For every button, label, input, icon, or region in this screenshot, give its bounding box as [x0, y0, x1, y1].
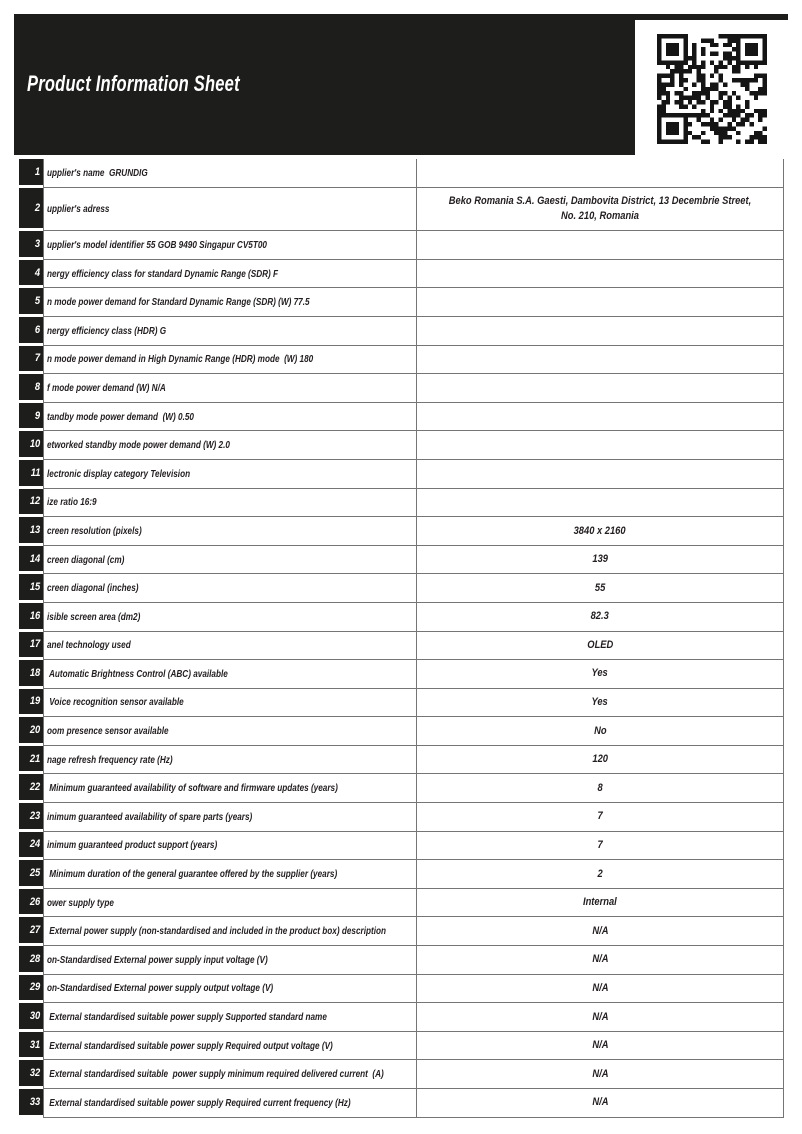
row-label-text: f mode power demand (W) N/A	[47, 381, 166, 394]
row-value-text: 2	[597, 867, 603, 880]
row-number	[19, 1032, 43, 1061]
table-row	[19, 489, 784, 518]
row-number	[19, 946, 43, 975]
row-value	[417, 188, 784, 232]
row-label-text: nergy efficiency class for standard Dynamic Range (SDR) F	[47, 267, 279, 280]
row-value	[417, 159, 784, 188]
row-label-text: External power supply (non-standardised and included in the product box) description	[47, 925, 387, 938]
row-label	[43, 746, 417, 775]
row-number-text: 5	[34, 295, 40, 308]
row-number-text: 22	[29, 781, 40, 794]
row-label-text: upplier's adress	[47, 202, 110, 215]
row-value	[417, 689, 784, 718]
row-number	[19, 288, 43, 317]
row-value-text: N/A	[591, 1039, 609, 1052]
row-number	[19, 832, 43, 861]
row-value-text: 82.3	[590, 610, 610, 623]
row-label-text: upplier's model identifier 55 GOB 9490 Singapur CV5T00	[47, 238, 267, 251]
row-label-text: nergy efficiency class (HDR) G	[47, 324, 167, 337]
row-label	[43, 1032, 417, 1061]
table-row	[19, 689, 784, 718]
row-label-text: lectronic display category Television	[47, 467, 191, 480]
row-number	[19, 517, 43, 546]
row-value-text: N/A	[591, 1096, 609, 1109]
row-number-text: 1	[34, 165, 40, 178]
row-number-text: 15	[29, 581, 40, 594]
row-label	[43, 632, 417, 661]
row-number-text: 14	[29, 552, 40, 565]
row-number-text: 19	[29, 695, 40, 708]
row-label-text: Minimum duration of the general guarantee offered by the supplier (years)	[47, 868, 338, 881]
row-value	[417, 317, 784, 346]
table-row	[19, 460, 784, 489]
row-label-text: External standardised suitable power supply minimum required delivered current (A)	[47, 1068, 384, 1081]
row-number-text: 6	[34, 323, 40, 336]
row-label-text: n mode power demand in High Dynamic Range (HDR) mode (W) 180	[47, 353, 314, 366]
row-value	[417, 489, 784, 518]
row-value	[417, 603, 784, 632]
row-number-text: 24	[29, 838, 40, 851]
row-number-text: 7	[34, 352, 40, 365]
row-value	[417, 1060, 784, 1089]
table-row	[19, 188, 784, 232]
table-row	[19, 403, 784, 432]
table-row	[19, 946, 784, 975]
row-label	[43, 260, 417, 289]
table-row	[19, 288, 784, 317]
row-number	[19, 975, 43, 1004]
row-value-text: N/A	[591, 1010, 609, 1023]
row-label	[43, 489, 417, 518]
table-row	[19, 832, 784, 861]
qr-code	[657, 34, 767, 144]
row-label-text: on-Standardised External power supply output voltage (V)	[47, 982, 274, 995]
row-label-text: etworked standby mode power demand (W) 2.0	[47, 439, 230, 452]
row-number	[19, 1060, 43, 1089]
row-number	[19, 660, 43, 689]
row-number	[19, 546, 43, 575]
row-number	[19, 431, 43, 460]
row-value	[417, 1032, 784, 1061]
table-row	[19, 889, 784, 918]
row-number-text: 8	[34, 380, 40, 393]
row-value	[417, 546, 784, 575]
row-value	[417, 1089, 784, 1118]
row-label-text: inimum guaranteed availability of spare parts (years)	[47, 810, 253, 823]
row-number	[19, 803, 43, 832]
row-number	[19, 260, 43, 289]
row-label-text: anel technology used	[47, 639, 131, 652]
row-number-text: 26	[29, 895, 40, 908]
row-number	[19, 860, 43, 889]
table-row	[19, 1032, 784, 1061]
row-number	[19, 231, 43, 260]
row-label-text: External standardised suitable power supply Required output voltage (V)	[47, 1039, 333, 1052]
row-label	[43, 689, 417, 718]
row-label	[43, 188, 417, 232]
row-number-text: 32	[29, 1067, 40, 1080]
row-number-text: 10	[29, 438, 40, 451]
row-value-text: OLED	[587, 638, 613, 651]
row-number-text: 11	[30, 466, 40, 479]
table-row	[19, 632, 784, 661]
row-number	[19, 159, 43, 188]
row-value-text: 139	[592, 553, 608, 566]
row-label-text: tandby mode power demand (W) 0.50	[47, 410, 194, 423]
row-number	[19, 574, 43, 603]
qr-box	[635, 20, 788, 158]
row-label	[43, 603, 417, 632]
table-row	[19, 431, 784, 460]
row-value-text: 7	[597, 810, 603, 823]
row-value	[417, 1003, 784, 1032]
row-number-text: 33	[29, 1095, 40, 1108]
row-label	[43, 346, 417, 375]
table-row	[19, 231, 784, 260]
table-row	[19, 517, 784, 546]
row-number-text: 31	[29, 1038, 40, 1051]
row-value-text: N/A	[591, 953, 609, 966]
row-label	[43, 546, 417, 575]
row-label-text: isible screen area (dm2)	[47, 610, 141, 623]
row-number	[19, 689, 43, 718]
row-value	[417, 946, 784, 975]
row-number-text: 16	[29, 609, 40, 622]
row-value-text: Yes	[591, 667, 609, 680]
row-number-text: 3	[34, 237, 40, 250]
row-label-text: nage refresh frequency rate (Hz)	[47, 753, 173, 766]
row-value	[417, 403, 784, 432]
table-row	[19, 374, 784, 403]
row-value-text: N/A	[591, 924, 609, 937]
row-label	[43, 1089, 417, 1118]
row-number-text: 17	[29, 638, 40, 651]
row-label	[43, 231, 417, 260]
row-value	[417, 517, 784, 546]
row-label	[43, 431, 417, 460]
row-label-text: upplier's name GRUNDIG	[47, 166, 148, 179]
page-title: Product Information Sheet	[27, 70, 240, 96]
row-label	[43, 403, 417, 432]
row-number	[19, 317, 43, 346]
row-label	[43, 317, 417, 346]
row-number-text: 23	[29, 809, 40, 822]
row-label	[43, 1060, 417, 1089]
row-number	[19, 1003, 43, 1032]
row-label-text: creen diagonal (cm)	[47, 553, 125, 566]
row-label	[43, 288, 417, 317]
row-value	[417, 460, 784, 489]
row-value	[417, 431, 784, 460]
row-value-text: Beko Romania S.A. Gaesti, Dambovita District, 13 Decembrie Street, No. 210, Romania	[448, 195, 752, 222]
row-value	[417, 889, 784, 918]
row-value	[417, 717, 784, 746]
row-number-text: 4	[34, 266, 40, 279]
table-row	[19, 803, 784, 832]
row-value	[417, 288, 784, 317]
row-value	[417, 832, 784, 861]
row-value	[417, 260, 784, 289]
row-value	[417, 346, 784, 375]
table-row	[19, 975, 784, 1004]
row-number-text: 21	[29, 752, 40, 765]
row-value-text: N/A	[591, 1067, 609, 1080]
row-number	[19, 1089, 43, 1118]
row-label	[43, 803, 417, 832]
row-label-text: ize ratio 16:9	[47, 496, 97, 509]
table-row	[19, 603, 784, 632]
row-value-text: 55	[594, 581, 606, 594]
row-value-text: No	[593, 724, 607, 737]
row-number-text: 9	[34, 409, 40, 422]
table-row	[19, 346, 784, 375]
table-row	[19, 317, 784, 346]
row-label	[43, 517, 417, 546]
row-label	[43, 946, 417, 975]
row-value-text: 3840 x 2160	[573, 524, 626, 537]
table-row	[19, 717, 784, 746]
row-label	[43, 660, 417, 689]
row-label	[43, 574, 417, 603]
row-label-text: on-Standardised External power supply input voltage (V)	[47, 953, 268, 966]
row-value	[417, 860, 784, 889]
row-label-text: External standardised suitable power supply Supported standard name	[47, 1011, 327, 1024]
row-value	[417, 632, 784, 661]
table-row	[19, 260, 784, 289]
row-label-text: n mode power demand for Standard Dynamic Range (SDR) (W) 77.5	[47, 296, 310, 309]
row-value	[417, 774, 784, 803]
row-number-text: 20	[29, 724, 40, 737]
row-number	[19, 632, 43, 661]
row-number-text: 29	[29, 981, 40, 994]
row-label	[43, 1003, 417, 1032]
row-number-text: 28	[29, 952, 40, 965]
table-row	[19, 917, 784, 946]
row-number-text: 12	[29, 495, 40, 508]
row-label	[43, 774, 417, 803]
row-label	[43, 975, 417, 1004]
table-row	[19, 860, 784, 889]
table-row	[19, 574, 784, 603]
row-value	[417, 660, 784, 689]
row-label-text: oom presence sensor available	[47, 725, 169, 738]
row-number	[19, 460, 43, 489]
row-label-text: External standardised suitable power supply Required current frequency (Hz)	[47, 1096, 351, 1109]
row-value	[417, 231, 784, 260]
row-number-text: 2	[34, 201, 40, 214]
table-row	[19, 660, 784, 689]
row-label-text: inimum guaranteed product support (years)	[47, 839, 218, 852]
row-value-text: 120	[592, 753, 608, 766]
row-number	[19, 917, 43, 946]
row-number	[19, 889, 43, 918]
row-label-text: Voice recognition sensor available	[47, 696, 184, 709]
row-label	[43, 832, 417, 861]
row-value-text: 7	[597, 839, 603, 852]
row-value-text: N/A	[591, 982, 609, 994]
row-number	[19, 603, 43, 632]
row-label-text: ower supply type	[47, 896, 114, 909]
row-value	[417, 917, 784, 946]
row-value	[417, 574, 784, 603]
row-number	[19, 746, 43, 775]
row-number-text: 25	[29, 867, 40, 880]
row-label	[43, 889, 417, 918]
table-row	[19, 1089, 784, 1118]
row-label	[43, 860, 417, 889]
table-row	[19, 546, 784, 575]
row-value	[417, 975, 784, 1004]
row-value-text: Yes	[591, 696, 609, 709]
row-label	[43, 460, 417, 489]
row-label	[43, 374, 417, 403]
row-number	[19, 403, 43, 432]
info-table	[19, 159, 784, 1118]
row-number-text: 30	[29, 1010, 40, 1023]
row-number	[19, 774, 43, 803]
table-row	[19, 774, 784, 803]
row-label-text: Automatic Brightness Control (ABC) available	[47, 667, 228, 680]
row-value	[417, 746, 784, 775]
table-row	[19, 1060, 784, 1089]
row-value	[417, 803, 784, 832]
row-label-text: Minimum guaranteed availability of software and firmware updates (years)	[47, 782, 338, 795]
row-label	[43, 917, 417, 946]
row-number	[19, 374, 43, 403]
row-value-text: Internal	[583, 896, 617, 909]
row-number-text: 13	[29, 523, 40, 536]
row-label-text: creen resolution (pixels)	[47, 524, 142, 537]
row-number	[19, 717, 43, 746]
row-value-text: 8	[597, 781, 603, 794]
row-value	[417, 374, 784, 403]
table-row	[19, 1003, 784, 1032]
row-number	[19, 489, 43, 518]
table-row	[19, 746, 784, 775]
row-label	[43, 717, 417, 746]
table-row	[19, 159, 784, 188]
row-number	[19, 346, 43, 375]
row-label	[43, 159, 417, 188]
row-number-text: 27	[29, 924, 40, 937]
row-label-text: creen diagonal (inches)	[47, 582, 139, 595]
row-number	[19, 188, 43, 232]
row-number-text: 18	[29, 666, 40, 679]
